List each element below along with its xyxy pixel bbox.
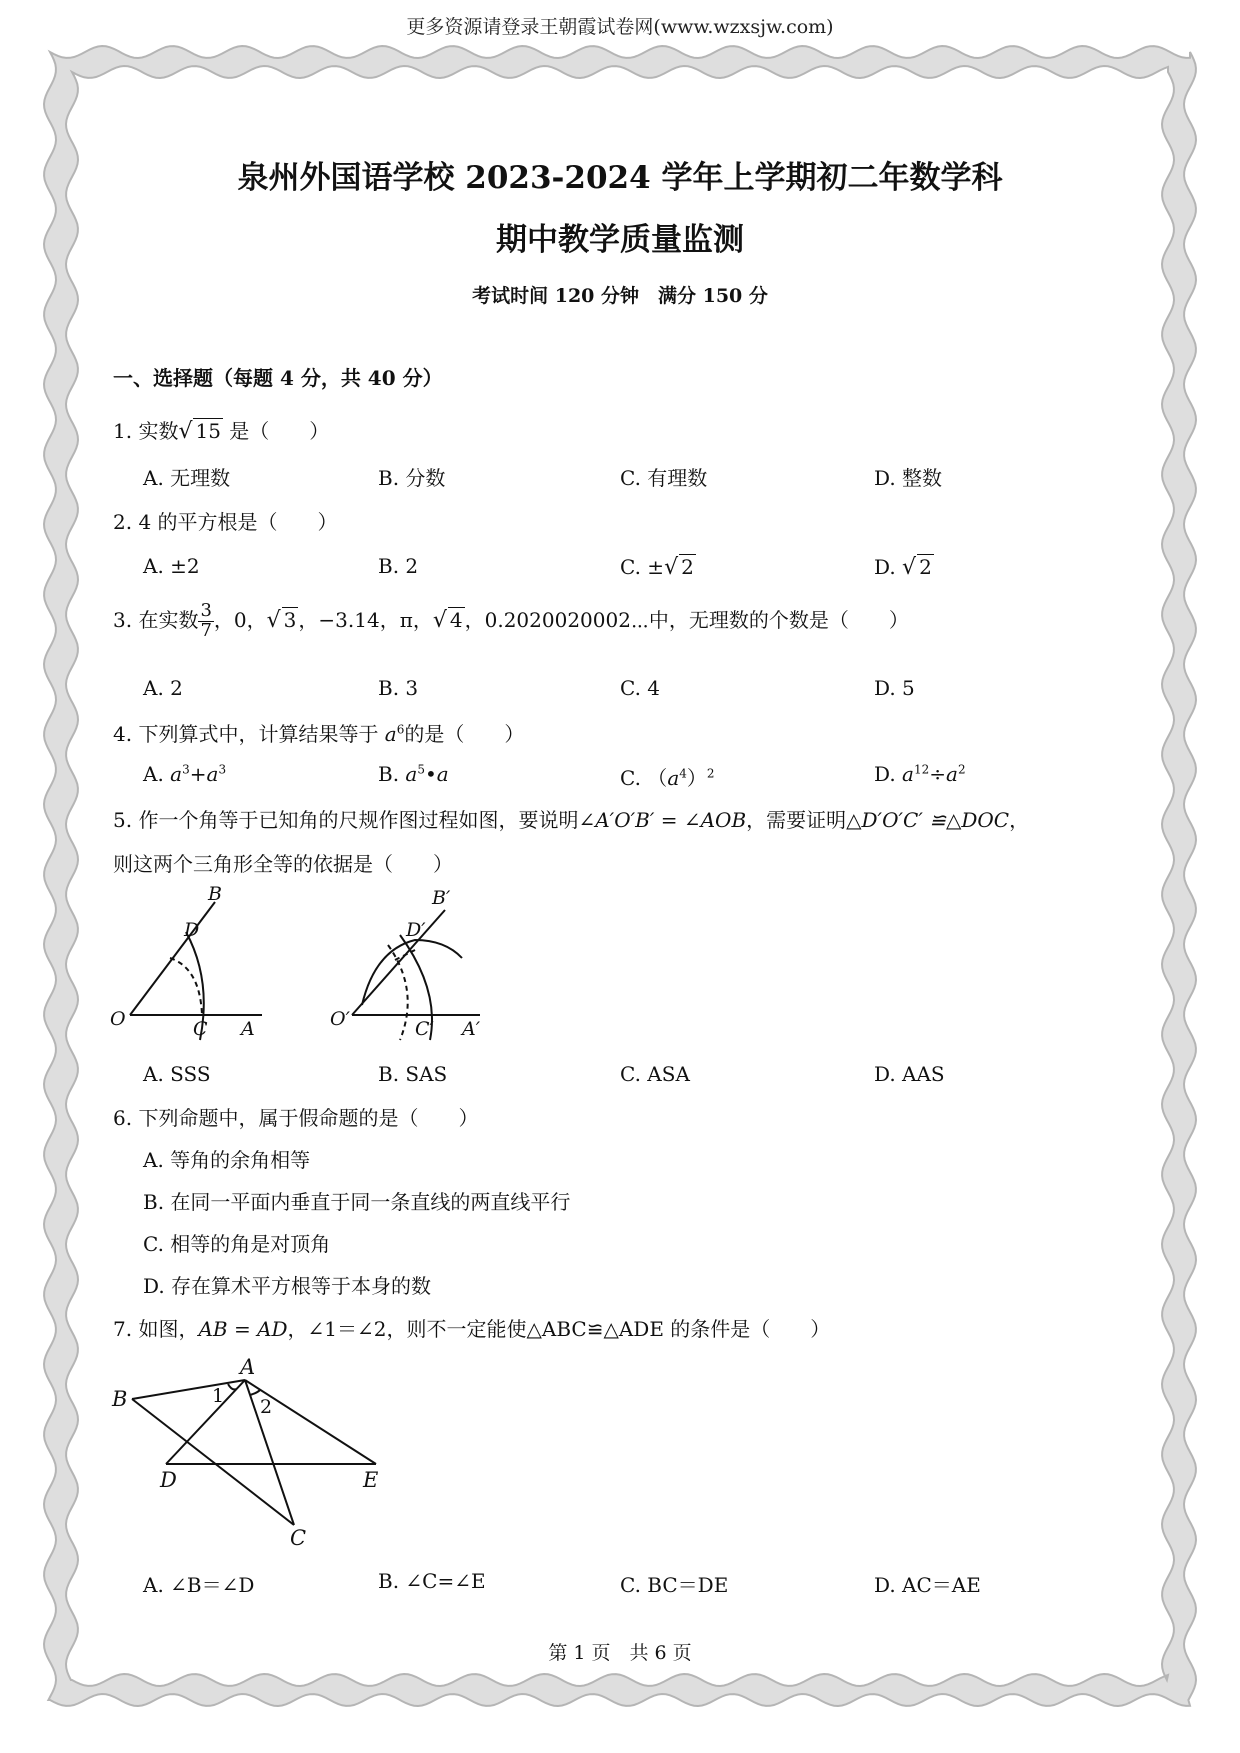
label-b-prime: B′ — [432, 887, 451, 909]
question-text: ，0.2020020002⋯中，无理数的个数是（ ） — [464, 607, 909, 632]
label-a: A — [241, 1018, 255, 1040]
label-c: C — [193, 1018, 208, 1040]
option-a: A. 2 — [143, 676, 183, 700]
option-a: A. 无理数 — [143, 466, 231, 490]
question-text: 的是（ ） — [404, 722, 525, 746]
label-c: C — [290, 1526, 307, 1550]
section-heading: 一、选择题（每题 4 分，共 40 分） — [113, 366, 443, 390]
math-base: a — [206, 762, 219, 786]
label-e: E — [363, 1468, 379, 1492]
numerator: 3 — [200, 600, 212, 621]
option-label: D. — [874, 762, 903, 786]
question-number: 7. — [113, 1317, 133, 1341]
option-c: C. BC＝DE — [620, 1573, 729, 1597]
source-banner: 更多资源请登录王朝霞试卷网(www.wzxsjw.com) — [406, 16, 834, 38]
angle-1-arc — [228, 1384, 236, 1389]
math-exponent: 2 — [706, 766, 715, 781]
question-5 — [113, 804, 1029, 833]
radical-sign: √ — [178, 419, 193, 444]
page-footer: 第 1 页 共 6 页 — [548, 1642, 692, 1664]
segment-ae — [245, 1380, 376, 1464]
radicand: 2 — [681, 555, 694, 579]
math-base: a — [667, 766, 680, 790]
option-c: C. ASA — [620, 1062, 690, 1086]
option-a — [143, 762, 226, 786]
question-2: 2. 4 的平方根是（ ） — [113, 510, 338, 534]
question-text: ，0， — [213, 607, 267, 632]
math-expression: △D′O′C′ ≌△DOC — [846, 808, 1010, 832]
option-d: D. AC＝AE — [874, 1573, 981, 1597]
denominator: 7 — [200, 619, 212, 641]
math-operator: • — [425, 762, 437, 786]
option-b: B. SAS — [378, 1062, 448, 1086]
option-a: A. 等角的余角相等 — [143, 1148, 311, 1172]
option-b: B. 在同一平面内垂直于同一条直线的两直线平行 — [143, 1190, 571, 1214]
option-label: C. ± — [620, 555, 665, 579]
label-a-prime: A′ — [462, 1018, 480, 1040]
triangle-figure — [100, 1350, 400, 1550]
math-operator: + — [189, 762, 207, 786]
question-6: 6. 下列命题中，属于假命题的是（ ） — [113, 1106, 479, 1130]
label-o: O — [110, 1008, 126, 1030]
arc-dashed — [170, 958, 202, 1015]
fraction — [198, 602, 213, 641]
radical-sign: √ — [664, 555, 679, 580]
question-number: 3. — [113, 607, 133, 632]
option-d: D. AAS — [874, 1062, 945, 1086]
option-c — [620, 554, 696, 580]
radicand: 4 — [449, 607, 463, 632]
label-a: A — [240, 1355, 256, 1379]
angle-label-1: 1 — [212, 1385, 225, 1407]
label-d-prime: D′ — [406, 919, 426, 941]
label-b: B — [208, 883, 222, 905]
segment-ba — [132, 1380, 245, 1399]
option-b: B. ∠C=∠E — [378, 1569, 486, 1593]
angle-label-2: 2 — [260, 1396, 273, 1418]
question-text: ，−3.14，π， — [298, 607, 433, 632]
math-expression: ∠A′O′B′ = ∠AOB — [578, 808, 747, 832]
math-exponent: 12 — [913, 762, 930, 777]
option-c: C. 相等的角是对顶角 — [143, 1232, 331, 1256]
question-text: ， — [1009, 808, 1030, 832]
math-expression: AB = AD — [198, 1317, 288, 1341]
math-exponent: 3 — [182, 762, 190, 777]
exam-subtitle: 期中教学质量监测 — [496, 222, 744, 258]
question-text: 如图， — [138, 1317, 199, 1341]
option-c — [620, 762, 715, 791]
option-d: D. 5 — [874, 676, 915, 700]
option-label: C. （ — [620, 766, 668, 790]
option-b — [378, 762, 449, 786]
segment-ad — [166, 1380, 245, 1464]
option-a: A. SSS — [143, 1062, 211, 1086]
label-d: D — [160, 1468, 177, 1492]
option-d — [874, 762, 966, 786]
option-label: A. — [143, 762, 171, 786]
question-text: 在实数 — [138, 607, 199, 632]
radical-sign: √ — [432, 607, 447, 633]
exam-info: 考试时间 120 分钟 满分 150 分 — [472, 285, 768, 307]
question-4 — [113, 718, 524, 747]
option-c: C. 有理数 — [620, 466, 708, 490]
math-exponent: 5 — [417, 762, 425, 777]
question-1 — [113, 415, 329, 444]
option-label: D. — [874, 555, 903, 579]
label-d: D — [184, 919, 200, 941]
math-base: a — [170, 762, 183, 786]
option-d — [874, 554, 934, 580]
question-text: 实数 — [138, 419, 179, 443]
question-text: 4. 下列算式中，计算结果等于 — [113, 722, 385, 746]
label-o-prime: O′ — [330, 1008, 350, 1030]
option-label: B. — [378, 762, 406, 786]
math-paren: ） — [686, 766, 707, 790]
math-base: a — [405, 762, 418, 786]
math-exponent: 3 — [218, 762, 227, 777]
math-base: a — [902, 762, 914, 786]
math-exponent: 2 — [957, 762, 966, 777]
radicand: 2 — [919, 555, 932, 579]
question-text: 是（ ） — [229, 419, 330, 443]
radicand: 3 — [283, 607, 297, 632]
option-d: D. 整数 — [874, 466, 943, 490]
radicand: 15 — [195, 419, 221, 443]
question-7 — [113, 1313, 830, 1342]
question-text: ，∠1＝∠2，则不一定能使△ABC≌△ADE 的条件是（ ） — [287, 1317, 831, 1341]
angle-2-arc — [250, 1390, 260, 1395]
arc-large — [362, 940, 462, 1005]
math-exponent: 4 — [679, 766, 687, 781]
math-base: a — [436, 762, 449, 786]
question-5-line-2: 则这两个三角形全等的依据是（ ） — [113, 852, 453, 876]
math-exponent: 6 — [396, 722, 405, 737]
radical-sign: √ — [266, 607, 281, 633]
option-a: A. ∠B＝∠D — [143, 1573, 255, 1597]
label-c-prime: C′ — [415, 1018, 434, 1040]
option-b: B. 2 — [378, 554, 419, 578]
option-b: B. 分数 — [378, 466, 446, 490]
label-b: B — [112, 1387, 128, 1411]
question-number: 1. — [113, 419, 133, 443]
option-d: D. 存在算术平方根等于本身的数 — [143, 1274, 432, 1298]
option-c: C. 4 — [620, 676, 661, 700]
math-operator: ÷ — [929, 762, 947, 786]
option-a: A. ±2 — [143, 554, 200, 578]
question-3 — [113, 602, 909, 641]
question-text: 5. 作一个角等于已知角的尺规作图过程如图，要说明 — [113, 808, 579, 832]
math-base: a — [384, 722, 397, 746]
question-text: ，需要证明 — [746, 808, 847, 832]
construction-figures — [100, 880, 480, 1050]
exam-title: 泉州外国语学校 2023-2024 学年上学期初二年数学科 — [237, 160, 1003, 196]
option-b: B. 3 — [378, 676, 419, 700]
radical-sign: √ — [902, 555, 917, 580]
math-base: a — [946, 762, 958, 786]
